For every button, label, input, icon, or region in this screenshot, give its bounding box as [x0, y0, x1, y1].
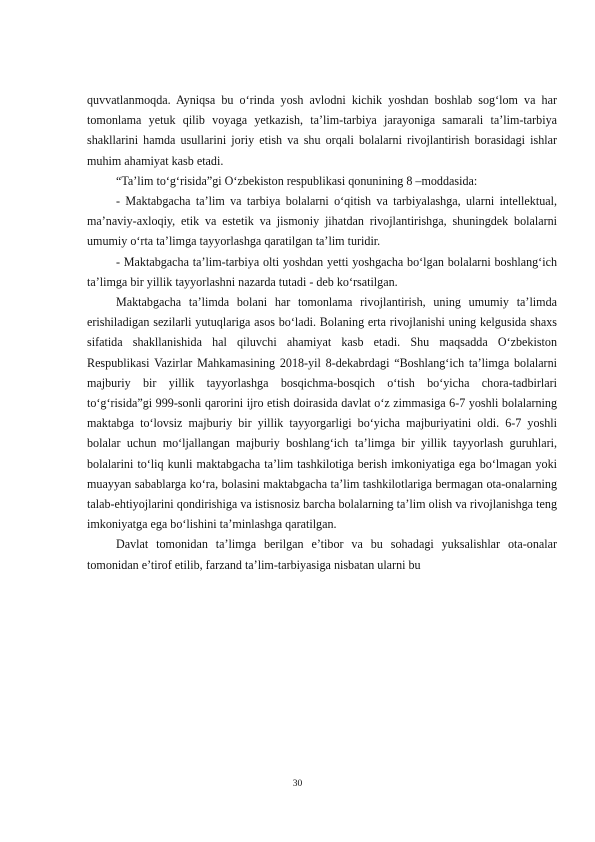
paragraph-3: - Maktabgacha ta’lim va tarbiya bolalarni o‘qitish va tarbiyalashga, ularni intellektual, ma’naviy-axloqiy, etik va estetik va jismoniy jihatdan rivojlantirishga, shuningdek bolalarni umumiy o‘rta ta’limga tayyorlashga qaratilgan ta’lim turidir.	[87, 194, 557, 249]
paragraph-2: “Ta’lim to‘g‘risida”gi O‘zbekiston respublikasi qonunining 8 –moddasida:	[116, 173, 478, 188]
paragraph-4: - Maktabgacha ta’lim-tarbiya olti yoshdan yetti yoshgacha bo‘lgan bolalarni boshlang‘ich ta’limga bir yillik tayyorlashni nazarda tutadi - deb ko‘rsatilgan.	[87, 254, 557, 289]
page-number: 30	[292, 779, 303, 789]
paragraph-1: quvvatlanmoqda. Ayniqsa bu o‘rinda yosh avlodni kichik yoshdan boshlab sog‘lom va har tomonlama yetuk qilib voyaga yetkazish, ta’lim-tarbiya jarayoniga samarali ta’lim-tarbiya shakllarini hamda usullarini joriy etish va shu orqali bolalarni rivojlantirish borasidagi ishlar muhim ahamiyat kasb etadi.	[87, 93, 557, 168]
body-text	[87, 90, 557, 575]
paragraph-5: Maktabgacha ta’limda bolani har tomonlama rivojlantirish, uning umumiy ta’limda erishiladigan sezilarli yutuqlariga asos bo‘ladi. Bolaning erta rivojlanishi uning kelgusida shaxs sifatida shakllanishida hal qiluvchi ahamiyat kasb etadi. Shu maqsadda O‘zbekiston Respublikasi Vazirlar Mahkamasining 2018-yil 8-dekabrdagi “Boshlang‘ich ta’limga bolalarni majburiy bir yillik tayyorlashga bosqichma-bosqich o‘tish bo‘yicha chora-tadbirlari to‘g‘risida”gi 999-sonli qarorini ijro etish doirasida davlat o‘z zimmasiga 6-7 yoshli bolalarning maktabga to‘lovsiz majburiy bir yillik tayyorgarligi bo‘yicha majburiyatini oldi. 6-7 yoshli bolalar uchun mo‘ljallangan majburiy boshlang‘ich ta’limga bir yillik tayyorlash guruhlari, bolalarini to‘liq kunli maktabgacha ta’lim tashkilotiga berish imkoniyatiga ega bo‘lmagan yoki muayyan sabablarga ko‘ra, bolasini maktabgacha ta’lim tashkilotlariga bermagan ota-onalarning talab-ehtiyojlarini qondirishiga va istisnosiz barcha bolalarning ta’lim olish va rivojlanishga teng imkoniyatga ega bo‘lishini ta’minlashga qaratilgan.	[87, 295, 557, 532]
paragraph-6: Davlat tomonidan ta’limga berilgan e’tibor va bu sohadagi yuksalishlar ota-onalar tomonidan e’tirof etilib, farzand ta’lim-tarbiyasiga nisbatan ularni bu	[87, 537, 557, 572]
